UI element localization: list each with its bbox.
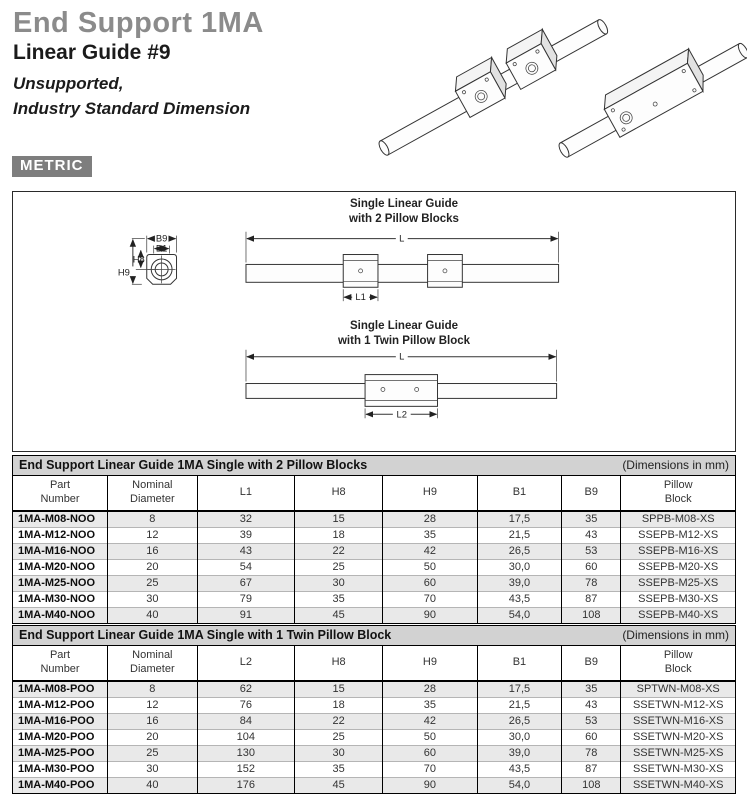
diagram-title-line: Single Linear Guide (350, 198, 458, 210)
side-view-2-pillow-blocks (246, 232, 559, 302)
column-header: L2 (197, 646, 294, 681)
value-cell: 30 (295, 575, 383, 591)
value-cell: 45 (295, 607, 383, 623)
value-cell: 130 (197, 745, 294, 761)
value-cell: 54,0 (477, 607, 561, 623)
value-cell: 50 (383, 729, 478, 745)
value-cell: 16 (108, 713, 198, 729)
table-title: End Support Linear Guide 1MA Single with 1 Twin Pillow Block (19, 628, 392, 642)
value-cell: 62 (197, 681, 294, 698)
dim-label-b1: B1 (155, 242, 168, 254)
column-header: Pillow Block (621, 476, 735, 511)
dim-label-b9: B9 (155, 232, 168, 244)
value-cell: 30,0 (477, 729, 561, 745)
value-cell: 43,5 (477, 761, 561, 777)
value-cell: 39,0 (477, 575, 561, 591)
value-cell: 12 (108, 527, 198, 543)
value-cell: 40 (108, 607, 198, 623)
value-cell: 70 (383, 591, 478, 607)
part-number-cell: 1MA-M08-POO (13, 681, 108, 698)
value-cell: 152 (197, 761, 294, 777)
value-cell: SSEPB-M40-XS (621, 607, 735, 623)
value-cell: 35 (295, 761, 383, 777)
table-title-bar (13, 626, 735, 646)
value-cell: 60 (383, 575, 478, 591)
technical-drawing (13, 192, 735, 451)
value-cell: SPPB-M08-XS (621, 511, 735, 528)
table-title-bar (13, 456, 735, 476)
part-number-cell: 1MA-M16-NOO (13, 543, 108, 559)
value-cell: 35 (562, 681, 621, 698)
diagram-title-line: Single Linear Guide (350, 320, 458, 332)
value-cell: SSETWN-M25-XS (621, 745, 735, 761)
value-cell: 60 (383, 745, 478, 761)
value-cell: 22 (295, 713, 383, 729)
value-cell: 76 (197, 697, 294, 713)
value-cell: 25 (108, 575, 198, 591)
column-header: Nominal Diameter (108, 476, 198, 511)
value-cell: 22 (295, 543, 383, 559)
value-cell: SSETWN-M20-XS (621, 729, 735, 745)
part-number-cell: 1MA-M40-NOO (13, 607, 108, 623)
column-header: Part Number (13, 646, 108, 681)
table-row (13, 527, 735, 543)
dim-label-h9: H9 (117, 266, 130, 278)
value-cell: 12 (108, 697, 198, 713)
column-header: H8 (295, 476, 383, 511)
value-cell: 35 (383, 527, 478, 543)
dimension-table (13, 476, 735, 623)
value-cell: SSETWN-M16-XS (621, 713, 735, 729)
dim-label-l2: L2 (396, 408, 408, 420)
table-row (13, 729, 735, 745)
value-cell: SSEPB-M25-XS (621, 575, 735, 591)
table-units-note: (Dimensions in mm) (622, 628, 729, 642)
value-cell: 79 (197, 591, 294, 607)
value-cell: 60 (562, 729, 621, 745)
table-row (13, 575, 735, 591)
value-cell: 30,0 (477, 559, 561, 575)
value-cell: 15 (295, 511, 383, 528)
description (13, 71, 264, 122)
value-cell: 28 (383, 511, 478, 528)
value-cell: 108 (562, 607, 621, 623)
value-cell: 16 (108, 543, 198, 559)
dim-label-overall-length: L (399, 350, 405, 362)
column-header: B9 (562, 476, 621, 511)
column-header: B1 (477, 476, 561, 511)
value-cell: 39 (197, 527, 294, 543)
page-title: End Support 1MA (13, 7, 264, 39)
diagram-title-line: with 1 Twin Pillow Block (337, 334, 471, 347)
value-cell: 21,5 (477, 697, 561, 713)
part-number-cell: 1MA-M30-NOO (13, 591, 108, 607)
value-cell: SSETWN-M30-XS (621, 761, 735, 777)
value-cell: 78 (562, 575, 621, 591)
title-block (13, 8, 264, 122)
value-cell: 42 (383, 713, 478, 729)
part-number-cell: 1MA-M12-POO (13, 697, 108, 713)
column-header: Pillow Block (621, 646, 735, 681)
side-view-twin-pillow-block (246, 350, 557, 419)
value-cell: 26,5 (477, 713, 561, 729)
part-number-cell: 1MA-M12-NOO (13, 527, 108, 543)
value-cell: 30 (108, 761, 198, 777)
value-cell: 8 (108, 511, 198, 528)
value-cell: 104 (197, 729, 294, 745)
table-row (13, 543, 735, 559)
value-cell: SSEPB-M20-XS (621, 559, 735, 575)
table-row (13, 697, 735, 713)
table-twin-pillow-block (12, 625, 736, 794)
table-2-pillow-blocks (12, 455, 736, 624)
value-cell: 90 (383, 777, 478, 793)
table-row (13, 559, 735, 575)
value-cell: 84 (197, 713, 294, 729)
diagram-title-line: with 2 Pillow Blocks (349, 212, 459, 225)
part-number-cell: 1MA-M30-POO (13, 761, 108, 777)
value-cell: 87 (562, 761, 621, 777)
dim-label-h8: H8 (132, 253, 145, 265)
dimension-table (13, 646, 735, 793)
value-cell: 30 (108, 591, 198, 607)
value-cell: 20 (108, 559, 198, 575)
value-cell: 90 (383, 607, 478, 623)
table-row (13, 761, 735, 777)
value-cell: 53 (562, 713, 621, 729)
value-cell: 21,5 (477, 527, 561, 543)
part-number-cell: 1MA-M20-POO (13, 729, 108, 745)
table-row (13, 681, 735, 698)
part-number-cell: 1MA-M08-NOO (13, 511, 108, 528)
dimension-diagram-box (12, 191, 736, 452)
value-cell: SSETWN-M40-XS (621, 777, 735, 793)
value-cell: 45 (295, 777, 383, 793)
value-cell: 54 (197, 559, 294, 575)
column-header: B9 (562, 646, 621, 681)
value-cell: SSEPB-M16-XS (621, 543, 735, 559)
value-cell: 25 (295, 729, 383, 745)
value-cell: 18 (295, 697, 383, 713)
value-cell: 20 (108, 729, 198, 745)
description-line-2: Industry Standard Dimension (13, 99, 251, 119)
table-row (13, 713, 735, 729)
value-cell: 43,5 (477, 591, 561, 607)
value-cell: 53 (562, 543, 621, 559)
value-cell: 91 (197, 607, 294, 623)
value-cell: 35 (562, 511, 621, 528)
column-header: Part Number (13, 476, 108, 511)
value-cell: 60 (562, 559, 621, 575)
value-cell: 108 (562, 777, 621, 793)
value-cell: 8 (108, 681, 198, 698)
product-illustrations (372, 0, 747, 175)
part-number-cell: 1MA-M25-POO (13, 745, 108, 761)
value-cell: 15 (295, 681, 383, 698)
part-number-cell: 1MA-M16-POO (13, 713, 108, 729)
value-cell: 35 (383, 697, 478, 713)
value-cell: SSEPB-M30-XS (621, 591, 735, 607)
part-number-cell: 1MA-M20-NOO (13, 559, 108, 575)
value-cell: 26,5 (477, 543, 561, 559)
value-cell: SPTWN-M08-XS (621, 681, 735, 698)
value-cell: 78 (562, 745, 621, 761)
table-row (13, 745, 735, 761)
end-view-drawing (118, 233, 177, 285)
value-cell: 39,0 (477, 745, 561, 761)
page-subtitle: Linear Guide #9 (13, 41, 171, 65)
part-number-cell: 1MA-M40-POO (13, 777, 108, 793)
value-cell: 50 (383, 559, 478, 575)
value-cell: 43 (197, 543, 294, 559)
value-cell: 18 (295, 527, 383, 543)
value-cell: SSEPB-M12-XS (621, 527, 735, 543)
dim-label-overall-length: L (399, 232, 405, 244)
value-cell: 35 (295, 591, 383, 607)
table-title: End Support Linear Guide 1MA Single with 2 Pillow Blocks (19, 458, 368, 472)
value-cell: 40 (108, 777, 198, 793)
table-row (13, 777, 735, 793)
value-cell: 32 (197, 511, 294, 528)
column-header: H8 (295, 646, 383, 681)
column-header: H9 (383, 646, 478, 681)
value-cell: 17,5 (477, 681, 561, 698)
value-cell: 30 (295, 745, 383, 761)
column-header: B1 (477, 646, 561, 681)
part-number-cell: 1MA-M25-NOO (13, 575, 108, 591)
dim-label-l1: L1 (355, 291, 366, 303)
table-row (13, 511, 735, 528)
value-cell: 25 (108, 745, 198, 761)
value-cell: 67 (197, 575, 294, 591)
value-cell: 54,0 (477, 777, 561, 793)
table-row (13, 607, 735, 623)
value-cell: 70 (383, 761, 478, 777)
value-cell: 43 (562, 527, 621, 543)
value-cell: 28 (383, 681, 478, 698)
table-row (13, 591, 735, 607)
value-cell: 25 (295, 559, 383, 575)
value-cell: 43 (562, 697, 621, 713)
value-cell: 42 (383, 543, 478, 559)
value-cell: 17,5 (477, 511, 561, 528)
description-line-1: Unsupported, (13, 73, 124, 93)
value-cell: SSETWN-M12-XS (621, 697, 735, 713)
column-header: H9 (383, 476, 478, 511)
value-cell: 176 (197, 777, 294, 793)
metric-badge: METRIC (12, 156, 92, 177)
table-units-note: (Dimensions in mm) (622, 458, 729, 472)
column-header: L1 (197, 476, 294, 511)
column-header: Nominal Diameter (108, 646, 198, 681)
value-cell: 87 (562, 591, 621, 607)
